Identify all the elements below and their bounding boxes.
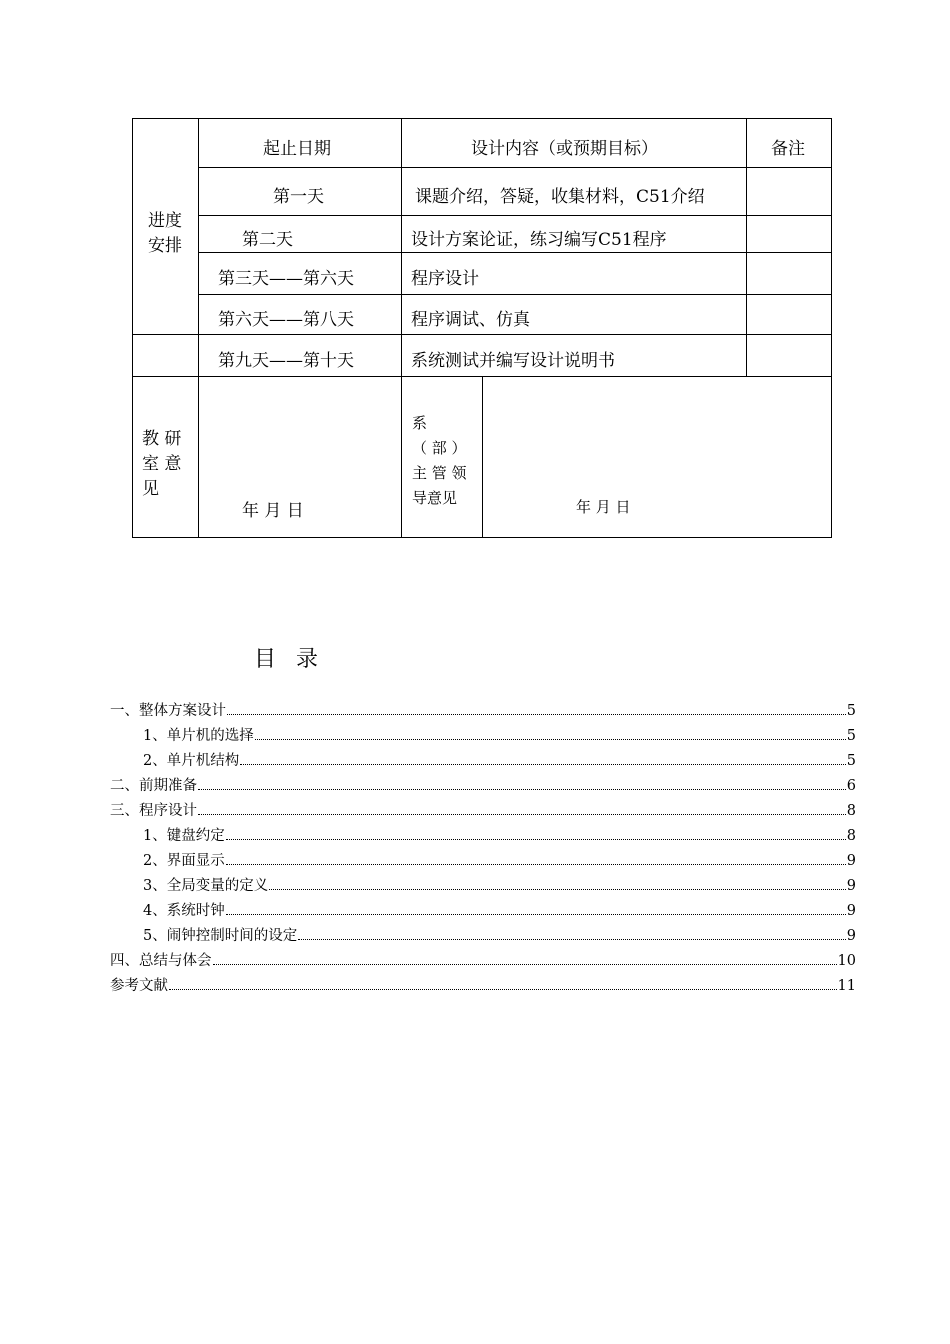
toc-entry-page: 11 bbox=[837, 977, 856, 994]
dept-opinion-date: 年 月 日 bbox=[576, 498, 631, 516]
toc-entry[interactable] bbox=[110, 968, 856, 993]
toc-entry[interactable] bbox=[110, 693, 856, 718]
toc-entry[interactable] bbox=[110, 893, 856, 918]
toc-entry-label: 5、闹钟控制时间的设定 bbox=[143, 927, 298, 944]
toc-entry-label: 3、全局变量的定义 bbox=[143, 877, 269, 894]
toc-leader-dots bbox=[169, 988, 837, 990]
toc-leader-dots bbox=[227, 713, 846, 715]
toc-leader-dots bbox=[226, 913, 846, 915]
office-opinion-label-2: 室 意 bbox=[142, 454, 182, 474]
toc-entry-label: 1、单片机的选择 bbox=[143, 727, 254, 744]
header-remark-col: 备注 bbox=[771, 139, 805, 159]
toc-entry-page: 5 bbox=[846, 702, 856, 719]
row-2-content: 设计方案论证，练习编写C51程序 bbox=[411, 230, 667, 250]
toc-leader-dots bbox=[298, 938, 846, 940]
schedule-side-label-2: 安排 bbox=[148, 236, 182, 256]
toc-entry-label: 4、系统时钟 bbox=[143, 902, 225, 919]
toc-entry[interactable] bbox=[110, 918, 856, 943]
schedule-side-label-1: 进度 bbox=[148, 211, 182, 231]
toc-entry[interactable] bbox=[110, 768, 856, 793]
toc-entry-label: 2、单片机结构 bbox=[143, 752, 240, 769]
toc-entry-label: 四、总结与体会 bbox=[110, 952, 212, 969]
dept-opinion-label-3: 主 管 领 bbox=[412, 464, 467, 482]
toc-entry-label: 二、前期准备 bbox=[110, 777, 197, 794]
toc-entry-page: 8 bbox=[846, 802, 856, 819]
row-1-date: 第一天 bbox=[273, 187, 324, 207]
toc-entry-page: 9 bbox=[846, 927, 856, 944]
toc-entry[interactable] bbox=[110, 793, 856, 818]
toc-entry[interactable] bbox=[110, 868, 856, 893]
dept-opinion-label-2: （ 部 ） bbox=[412, 439, 467, 457]
toc-leader-dots bbox=[198, 788, 846, 790]
row-3-content: 程序设计 bbox=[411, 269, 479, 289]
header-content-col: 设计内容（或预期目标） bbox=[471, 139, 658, 159]
header-date-col: 起止日期 bbox=[263, 139, 331, 159]
toc-entry-page: 8 bbox=[846, 827, 856, 844]
toc-entry-page: 5 bbox=[846, 727, 856, 744]
toc-leader-dots bbox=[213, 963, 837, 965]
dept-opinion-label-1: 系 bbox=[412, 414, 428, 432]
toc-entry[interactable] bbox=[110, 718, 856, 743]
toc-entry-page: 5 bbox=[846, 752, 856, 769]
toc-leader-dots bbox=[255, 738, 846, 740]
toc-entry-page: 9 bbox=[846, 852, 856, 869]
toc-entry-label: 一、整体方案设计 bbox=[110, 702, 226, 719]
toc-entry-page: 6 bbox=[846, 777, 856, 794]
toc-entry-page: 10 bbox=[837, 952, 856, 969]
toc-entry[interactable] bbox=[110, 743, 856, 768]
row-5-date: 第九天——第十天 bbox=[218, 351, 354, 371]
toc-entry-page: 9 bbox=[846, 902, 856, 919]
row-2-date: 第二天 bbox=[242, 230, 293, 250]
row-4-content: 程序调试、仿真 bbox=[411, 310, 530, 330]
toc-entry-label: 2、界面显示 bbox=[143, 852, 225, 869]
toc-entry[interactable] bbox=[110, 818, 856, 843]
office-opinion-label-3: 见 bbox=[142, 479, 159, 499]
row-4-date: 第六天——第八天 bbox=[218, 310, 354, 330]
row-1-content: 课题介绍，答疑，收集材料，C51介绍 bbox=[415, 187, 705, 207]
toc-title: 目录 bbox=[254, 647, 339, 672]
toc-leader-dots bbox=[198, 813, 846, 815]
row-3-date: 第三天——第六天 bbox=[218, 269, 354, 289]
schedule-table bbox=[132, 118, 832, 538]
toc-leader-dots bbox=[226, 838, 846, 840]
toc-list bbox=[110, 693, 856, 993]
toc-entry-label: 参考文献 bbox=[110, 977, 168, 994]
toc-entry-page: 9 bbox=[846, 877, 856, 894]
toc-entry-label: 1、键盘约定 bbox=[143, 827, 225, 844]
toc-leader-dots bbox=[226, 863, 846, 865]
office-opinion-label-1: 教 研 bbox=[142, 429, 182, 449]
toc-leader-dots bbox=[240, 763, 846, 765]
row-5-content: 系统测试并编写设计说明书 bbox=[411, 351, 615, 371]
toc-entry[interactable] bbox=[110, 943, 856, 968]
dept-opinion-label-4: 导意见 bbox=[412, 489, 458, 507]
toc-leader-dots bbox=[269, 888, 846, 890]
toc-entry-label: 三、程序设计 bbox=[110, 802, 197, 819]
toc-entry[interactable] bbox=[110, 843, 856, 868]
office-opinion-date: 年 月 日 bbox=[242, 501, 304, 521]
